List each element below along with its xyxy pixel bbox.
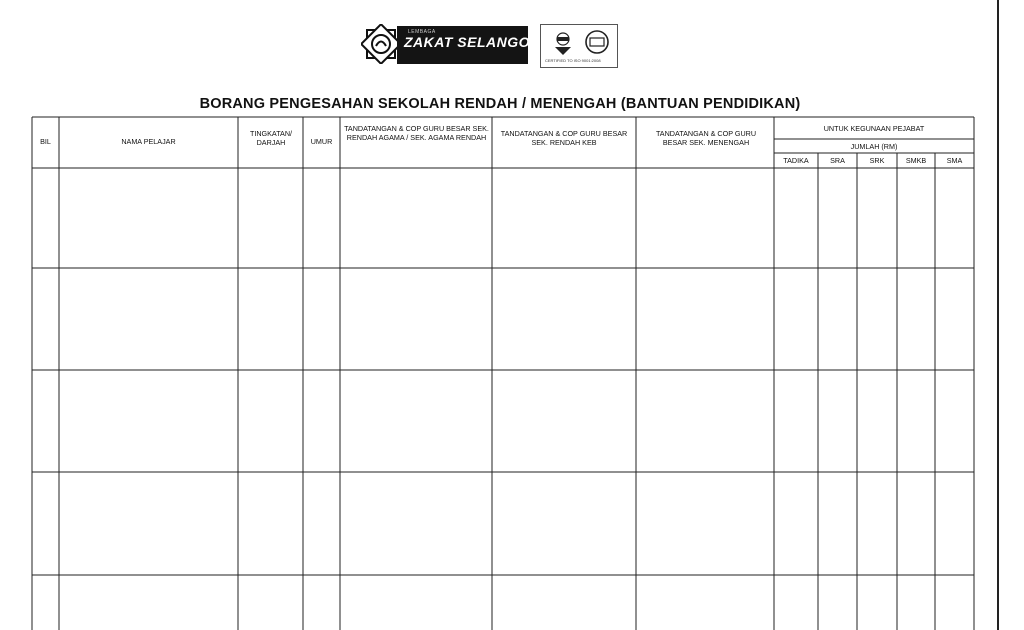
logo-org-name: ZAKAT SELANGOR (404, 34, 541, 50)
header-tandatangan-rendah-keb: TANDATANGAN & COP GURU BESAR SEK. RENDAH KEB (500, 129, 628, 147)
cert-text: CERTIFIED TO ISO 9001:2008 (545, 58, 601, 63)
table-row[interactable] (33, 269, 973, 369)
header-smkb: SMKB (905, 156, 927, 165)
header-tadika: TADIKA (783, 156, 809, 165)
header-jumlah-rm: JUMLAH (RM) (850, 142, 898, 151)
header-umur: UMUR (310, 137, 333, 146)
header-sra: SRA (830, 156, 845, 165)
header-sma: SMA (946, 156, 963, 165)
logo-small-text: LEMBAGA (408, 29, 436, 35)
table-row[interactable] (33, 169, 973, 267)
header-nama-pelajar: NAMA PELAJAR (121, 137, 176, 146)
header-office-use: UNTUK KEGUNAAN PEJABAT (823, 124, 925, 133)
header-tandatangan-menengah: TANDATANGAN & COP GURU BESAR SEK. MENENGAH (655, 129, 757, 147)
table-row[interactable] (33, 576, 973, 630)
header-srk: SRK (869, 156, 885, 165)
table-row[interactable] (33, 473, 973, 574)
header-tingkatan-darjah: TINGKATAN/ DARJAH (249, 129, 293, 147)
header-tandatangan-agama: TANDATANGAN & COP GURU BESAR SEK. RENDAH AGAMA / SEK. AGAMA RENDAH (344, 124, 489, 142)
header-bil: BIL (40, 137, 51, 146)
table-row[interactable] (33, 371, 973, 471)
form-title: BORANG PENGESAHAN SEKOLAH RENDAH / MENENGAH (BANTUAN PENDIDIKAN) (199, 96, 801, 112)
